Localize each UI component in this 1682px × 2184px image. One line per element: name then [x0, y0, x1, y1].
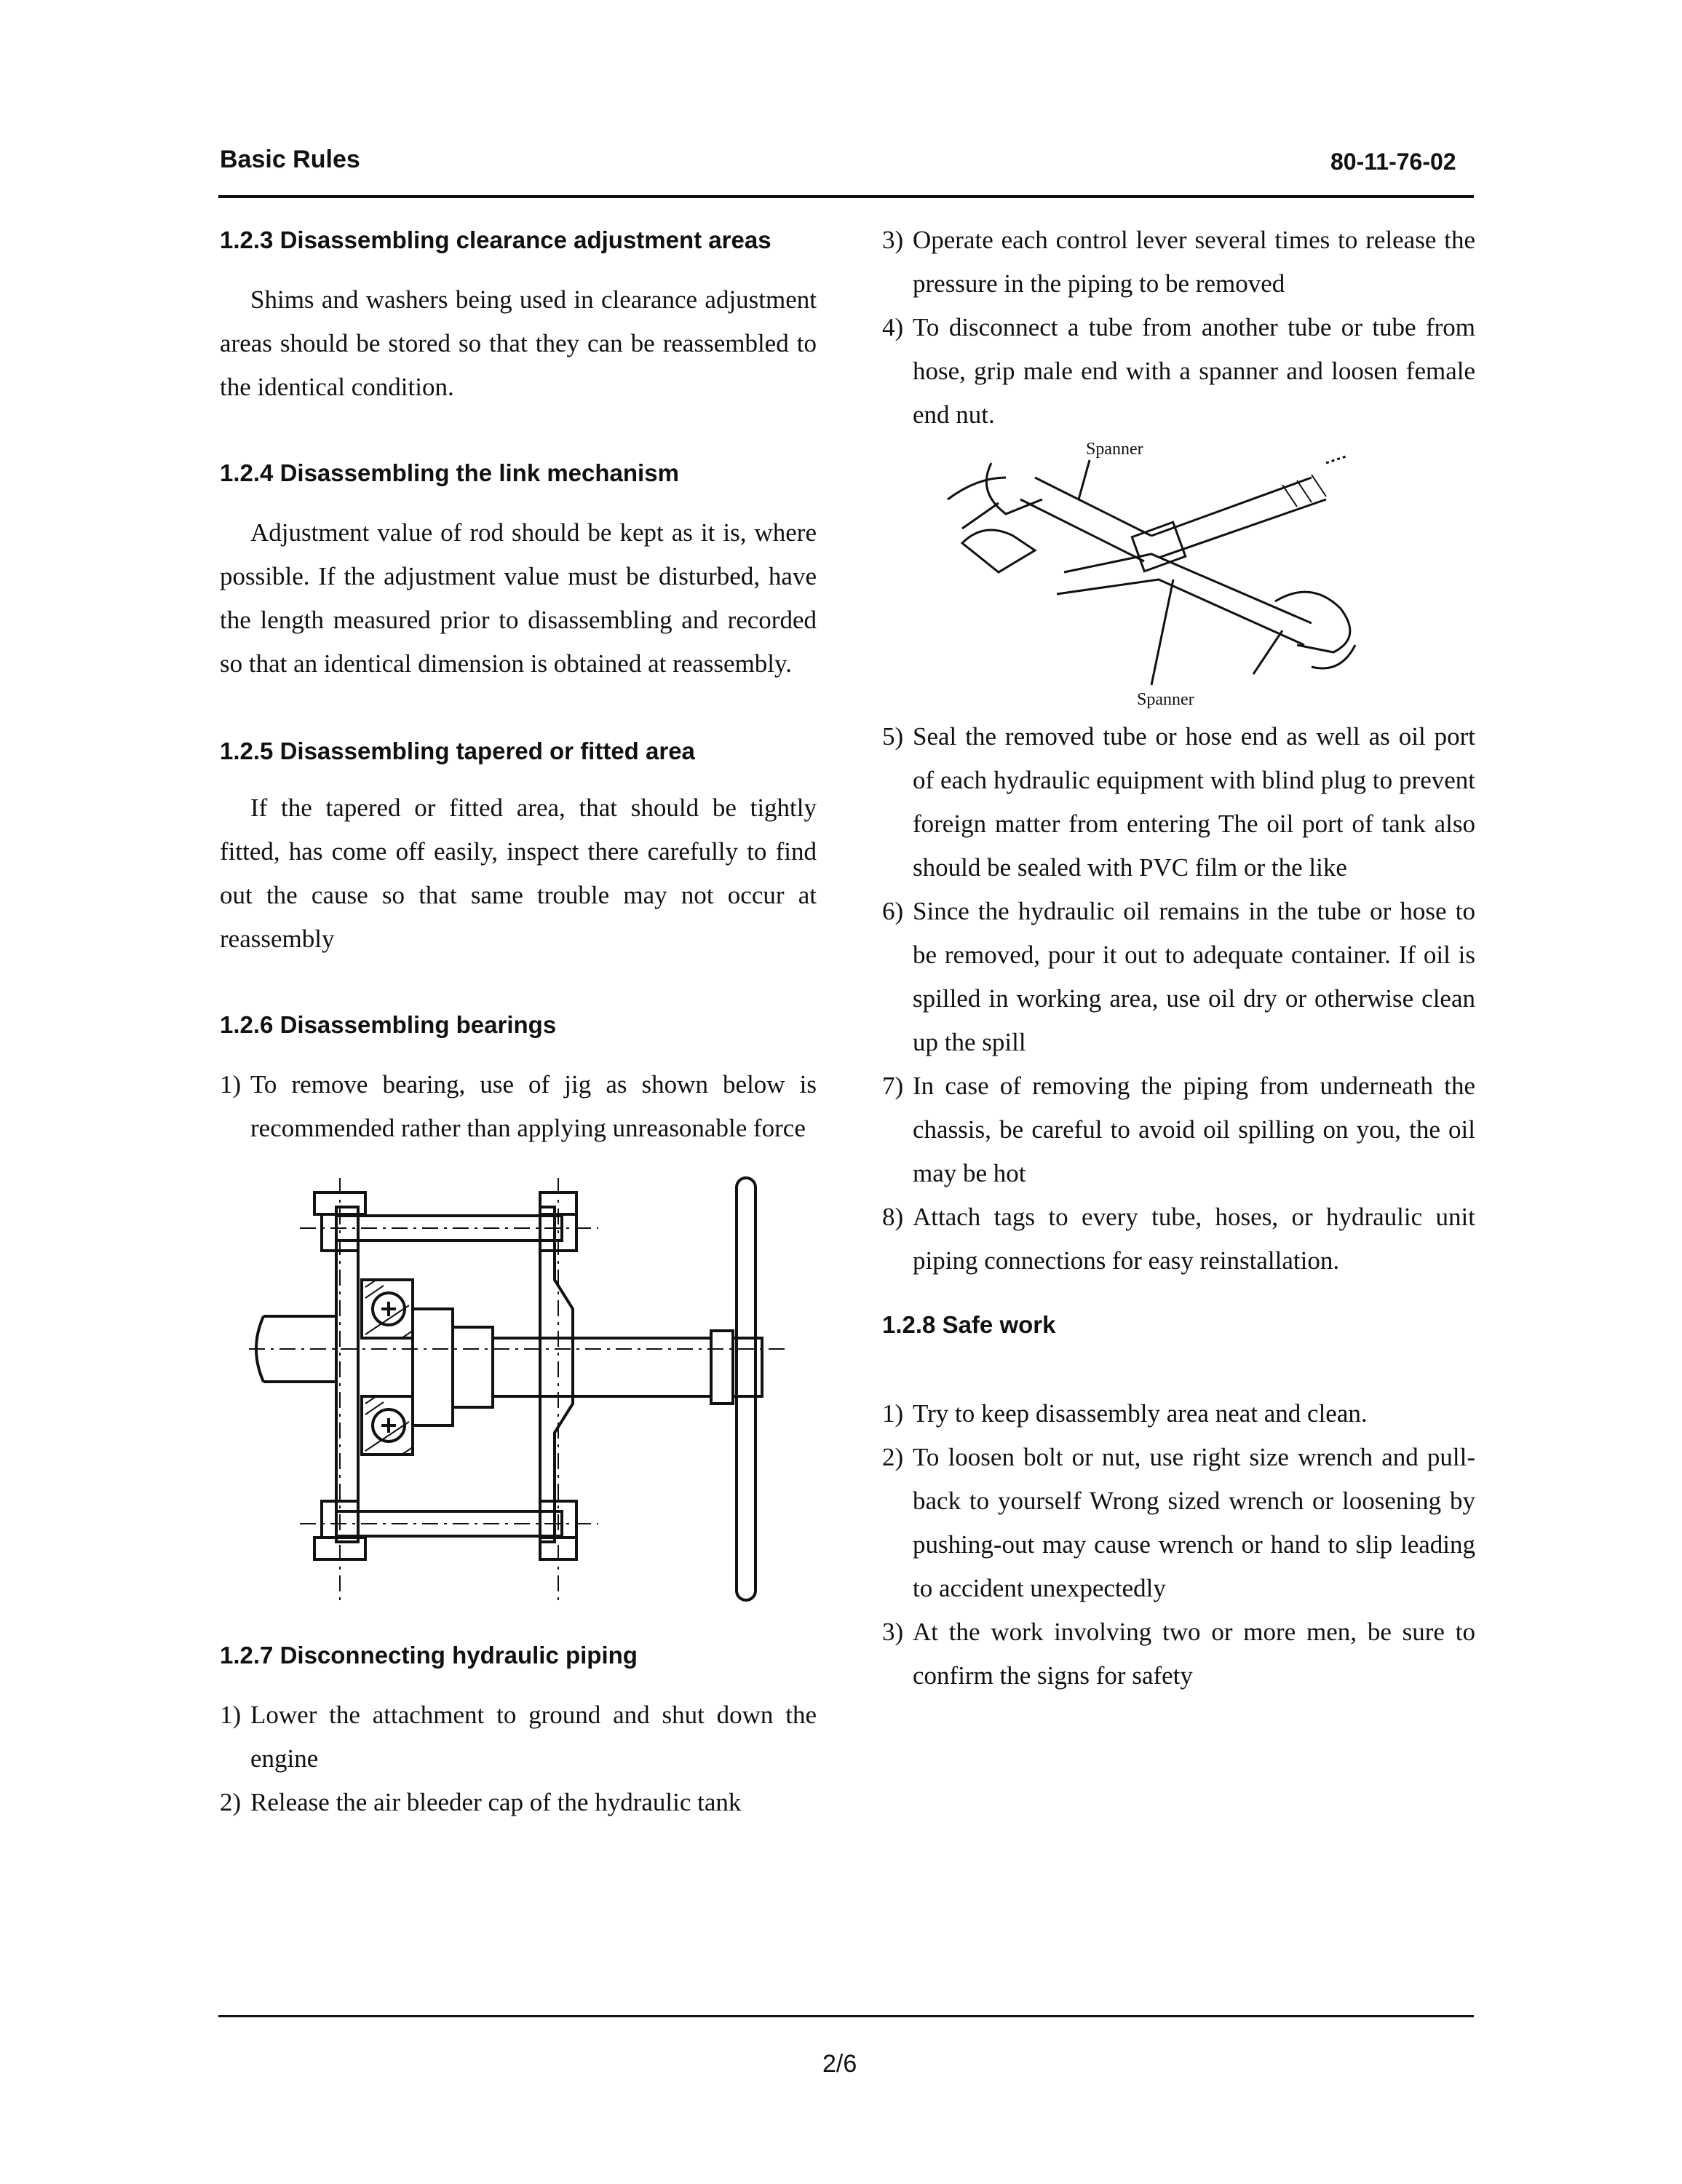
section-1-2-3-body: Shims and washers being used in clearance adjustment areas should be stored so that they can be reassembled to the identical condition.	[220, 285, 817, 401]
list-item: 1) Try to keep disassembly area neat and clean.	[882, 1399, 1368, 1428]
section-1-2-7-list-left	[220, 1693, 817, 1824]
list-item: 5) Seal the removed tube or hose end as well as oil port of each hydraulic equipment with blind plug to prevent foreign matter from entering The oil port of tank also should be sealed with PVC film or the like	[882, 722, 1475, 882]
document-number: 80-11-76-02	[1330, 149, 1456, 175]
list-item: 7) In case of removing the piping from underneath the chassis, be careful to avoid oil spilling on you, the oil may be hot	[882, 1072, 1475, 1187]
section-1-2-4-body: Adjustment value of rod should be kept as it is, where possible. If the adjustment value must be disturbed, have the length measured prior to disassembling and recorded so that an identical dimension is obtained at reassembly.	[220, 518, 817, 678]
section-1-2-6-title: 1.2.6 Disassembling bearings	[220, 1011, 557, 1038]
bearing-puller-figure	[234, 1163, 802, 1615]
footer-rule	[218, 2015, 1474, 2017]
section-1-2-8-title: 1.2.8 Safe work	[882, 1311, 1056, 1338]
list-item: 2) Release the air bleeder cap of the hydraulic tank	[220, 1788, 742, 1816]
section-1-2-7-list-right-b	[882, 715, 1475, 1283]
section-1-2-6-list	[220, 1063, 817, 1150]
list-item: 3) Operate each control lever several times to release the pressure in the piping to be removed	[882, 226, 1475, 298]
list-item: 1) Lower the attachment to ground and shut down the engine	[220, 1701, 817, 1773]
list-item: 3) At the work involving two or more men, be sure to confirm the signs for safety	[882, 1618, 1475, 1690]
left-column	[220, 218, 817, 1824]
list-item: 1) To remove bearing, use of jig as shown below is recommended rather than applying unreasonable force	[220, 1070, 817, 1142]
list-item: 4) To disconnect a tube from another tube or tube from hose, grip male end with a spanner and loosen female end nut.	[882, 313, 1475, 429]
section-1-2-5-title: 1.2.5 Disassembling tapered or fitted area	[220, 737, 695, 764]
spanner-figure	[933, 434, 1384, 711]
spanner-label-top: Spanner	[1086, 440, 1143, 459]
section-1-2-3-title: 1.2.3 Disassembling clearance adjustment areas	[220, 226, 771, 253]
section-1-2-7-list-right-a	[882, 218, 1475, 437]
page-number: 2/6	[822, 2050, 857, 2078]
header-rule	[218, 195, 1474, 198]
right-column	[882, 218, 1475, 1698]
section-1-2-8-list	[882, 1392, 1475, 1698]
header-title: Basic Rules	[220, 146, 360, 173]
spanner-label-bottom: Spanner	[1137, 690, 1194, 709]
list-item: 8) Attach tags to every tube, hoses, or hydraulic unit piping connections for easy reinstallation.	[882, 1203, 1475, 1275]
list-item: 6) Since the hydraulic oil remains in the tube or hose to be removed, pour it out to adequate container. If oil is spilled in working area, use oil dry or otherwise clean up the spill	[882, 897, 1475, 1056]
section-1-2-7-title: 1.2.7 Disconnecting hydraulic piping	[220, 1642, 638, 1669]
section-1-2-4-title: 1.2.4 Disassembling the link mechanism	[220, 459, 679, 486]
section-1-2-5-body: If the tapered or fitted area, that should be tightly fitted, has come off easily, inspect there carefully to find out the cause so that same trouble may not occur at reassembly	[220, 794, 817, 953]
list-item: 2) To loosen bolt or nut, use right size wrench and pull-back to yourself Wrong sized wrench or loosening by pushing-out may cause wrench or hand to slip leading to accident unexpectedly	[882, 1443, 1475, 1602]
